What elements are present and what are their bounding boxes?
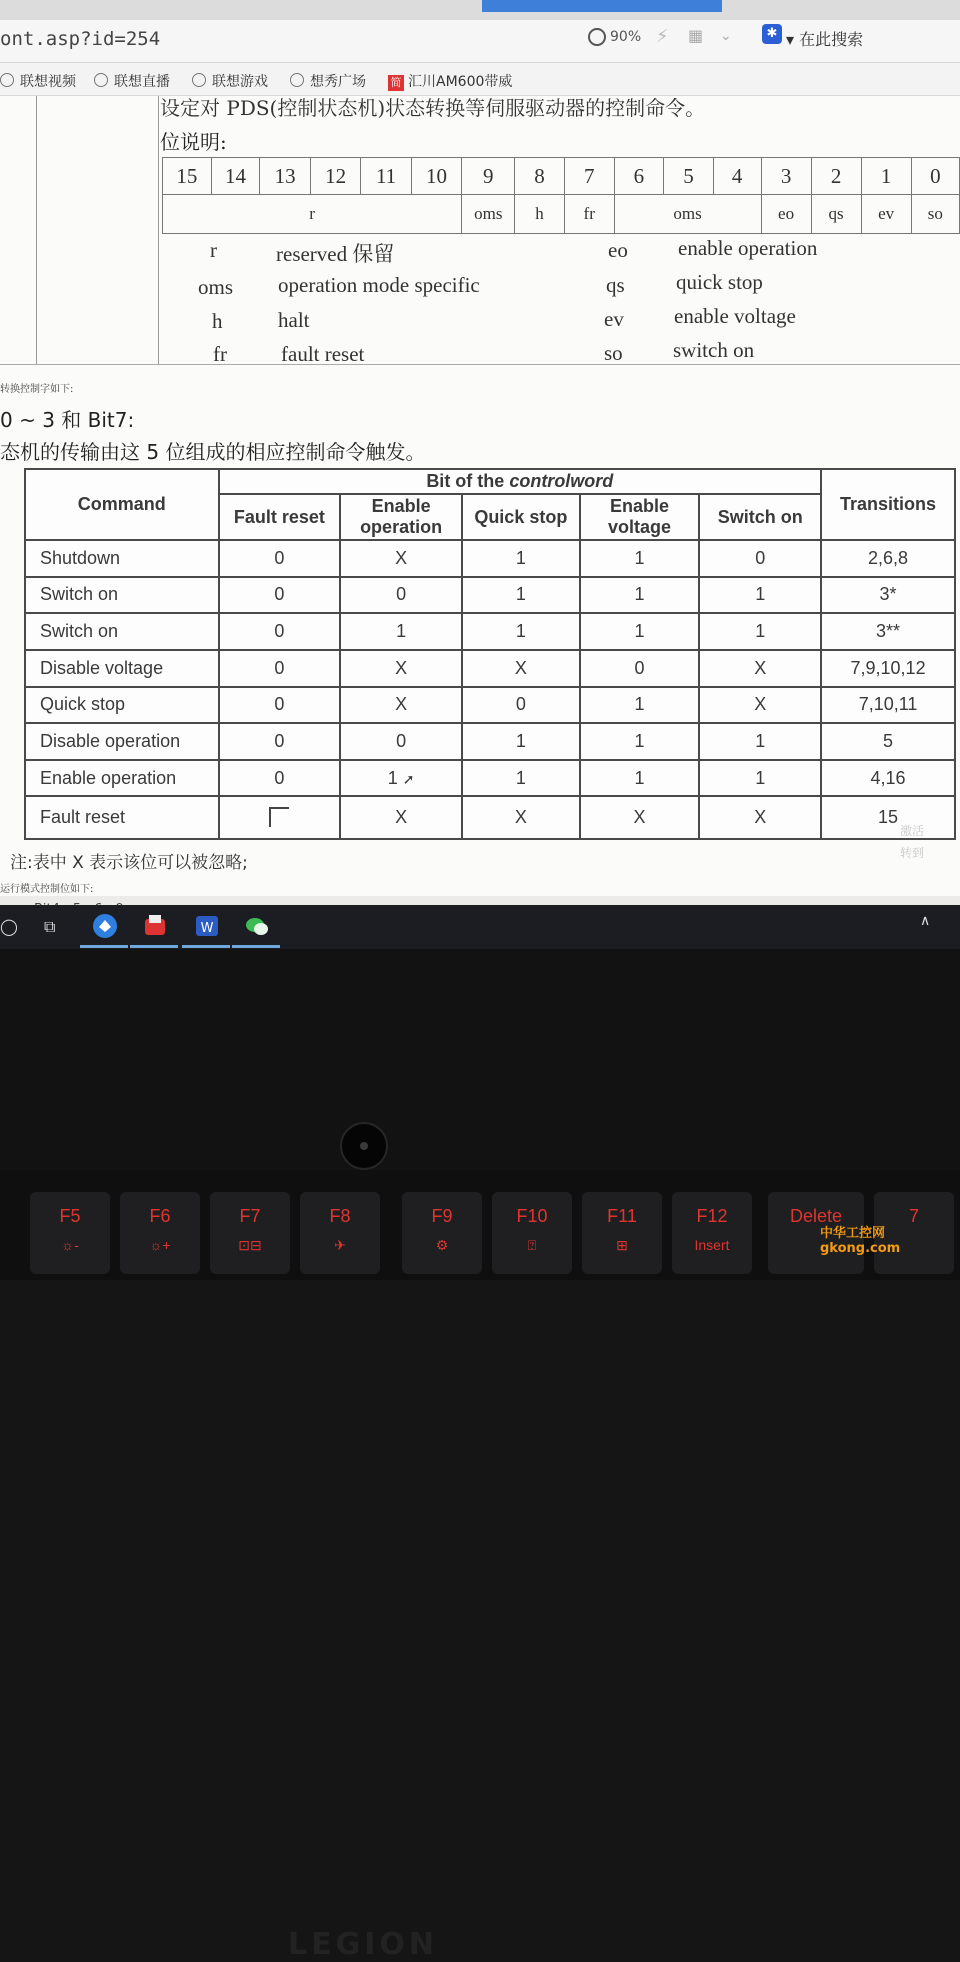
- legend-desc: reserved 保留: [276, 242, 395, 266]
- active-indicator: [80, 945, 128, 948]
- bit-group: h: [515, 195, 565, 234]
- bit-group: ev: [861, 195, 911, 234]
- bit-cell: 0: [340, 577, 462, 614]
- key-f10[interactable]: F10 ⍰: [492, 1192, 572, 1274]
- tray-chevron-icon[interactable]: ∧: [920, 913, 931, 929]
- legend-abbr: oms: [198, 275, 234, 299]
- bit-cell: 0: [219, 577, 341, 614]
- bit-number: 12: [310, 158, 361, 195]
- bit-header: Switch on: [699, 494, 821, 540]
- bit-number: 9: [462, 158, 515, 195]
- url-text[interactable]: ont.asp?id=254: [0, 28, 161, 50]
- bit-number: 10: [411, 158, 462, 195]
- bit-cell: 1: [462, 540, 580, 577]
- brand-logo: LEGION: [288, 1927, 439, 1962]
- frame-line: [36, 96, 37, 364]
- site-watermark: 中华工控网 gkong.com: [820, 1226, 901, 1256]
- key-delete[interactable]: Delete: [768, 1192, 864, 1274]
- bit-header: Quick stop: [462, 494, 580, 540]
- mouse-cursor-icon: ➚: [402, 770, 415, 787]
- legend-abbr: r: [210, 238, 217, 262]
- bit-header: Fault reset: [219, 494, 341, 540]
- app-icon[interactable]: [140, 911, 170, 941]
- task-view-icon[interactable]: ⧉: [44, 917, 56, 936]
- bit-number: 2: [811, 158, 861, 195]
- bit-cell: 1: [699, 760, 821, 797]
- bit-cell: 0: [219, 687, 341, 724]
- bit-number: 13: [260, 158, 311, 195]
- legend-abbr: eo: [608, 238, 628, 262]
- bit-cell: 1: [340, 613, 462, 650]
- table-row: [25, 760, 955, 797]
- globe-icon: [290, 73, 304, 87]
- transitions-header: Transitions: [821, 469, 955, 540]
- bit-cell: X: [699, 650, 821, 687]
- table-row: [25, 613, 955, 650]
- bit-cell: X: [699, 687, 821, 724]
- baidu-paw-icon[interactable]: ✱: [762, 24, 782, 44]
- bit-group: oms: [462, 195, 515, 234]
- zoom-icon: [588, 28, 606, 46]
- legend-desc: halt: [278, 308, 310, 332]
- small-note: 运行模式控制位如下:: [0, 884, 94, 895]
- bit-cell: 0: [219, 760, 341, 797]
- active-indicator: [232, 945, 280, 948]
- legend-desc: enable operation: [678, 236, 818, 260]
- active-tab[interactable]: [482, 0, 722, 12]
- bit-cell: 1: [699, 723, 821, 760]
- transitions-cell: 5: [821, 723, 955, 760]
- bit-cell: [340, 760, 462, 797]
- bit-cell: 1: [580, 540, 700, 577]
- bit-number: 11: [361, 158, 411, 195]
- command-cell: Enable operation: [25, 760, 219, 797]
- bit-cell: 1: [462, 577, 580, 614]
- search-label: 在此搜索: [799, 30, 864, 49]
- address-bar: [0, 20, 960, 63]
- frame-line: [158, 96, 159, 364]
- bit-value: 1: [387, 767, 398, 788]
- bit-cell: X: [580, 796, 700, 839]
- bit-group: fr: [564, 195, 614, 234]
- bit-cell: 0: [219, 540, 341, 577]
- bit-cell: X: [699, 796, 821, 839]
- bit-cell: 0: [580, 650, 700, 687]
- active-indicator: [130, 945, 178, 948]
- command-cell: Switch on: [25, 613, 219, 650]
- bit-cell: 1: [462, 760, 580, 797]
- bit-cell: X: [462, 650, 580, 687]
- cut-off-line: 设定对 PDS(控制状态机)状态转换等伺服驱动器的控制命令。: [160, 96, 706, 120]
- screen: [0, 0, 960, 905]
- key-f5[interactable]: F5 ☼-: [30, 1192, 110, 1274]
- command-cell: Disable voltage: [25, 650, 219, 687]
- bookmark-item[interactable]: 联想视频: [0, 71, 76, 91]
- bit-number: 14: [211, 158, 260, 195]
- table-row: [25, 796, 955, 839]
- key-f12[interactable]: F12 Insert: [672, 1192, 752, 1274]
- transitions-cell: 15: [821, 796, 955, 839]
- bookmark-item[interactable]: 联想游戏: [192, 71, 268, 91]
- legend-desc: operation mode specific: [278, 273, 480, 297]
- bit-layout-table: [162, 157, 960, 234]
- bit-number: 7: [564, 158, 614, 195]
- bit-cell: 0: [699, 540, 821, 577]
- table-note: 注:表中 X 表示该位可以被忽略;: [10, 853, 248, 873]
- key-f7[interactable]: F7 ⊡⊟: [210, 1192, 290, 1274]
- legend-desc: enable voltage: [674, 304, 796, 328]
- bit-group-row: [163, 195, 960, 234]
- command-table-wrapper: [24, 468, 956, 840]
- transitions-cell: 7,10,11: [821, 687, 955, 724]
- transitions-cell: 3*: [821, 577, 955, 614]
- bit-cell: 0: [340, 723, 462, 760]
- bit-group: r: [163, 195, 462, 234]
- bit-group: so: [911, 195, 959, 234]
- globe-icon: [0, 73, 14, 87]
- bookmark-item[interactable]: 想秀广场: [290, 71, 366, 91]
- bookmark-item[interactable]: 简 汇川AM600带威: [388, 71, 512, 91]
- command-table: [24, 468, 956, 840]
- section-heading: 0 ~ 3 和 Bit7:: [0, 408, 135, 432]
- table-row: [25, 540, 955, 577]
- legend-abbr: so: [604, 341, 623, 365]
- transitions-cell: 3**: [821, 613, 955, 650]
- bit-cell: 1: [462, 723, 580, 760]
- search-box[interactable]: ▾ 在此搜索: [786, 30, 864, 49]
- legend-abbr: h: [212, 309, 223, 333]
- bit-number: 15: [163, 158, 212, 195]
- transitions-cell: 7,9,10,12: [821, 650, 955, 687]
- bit-header: Enable voltage: [580, 494, 700, 540]
- table-row: [25, 650, 955, 687]
- bit-group-header-em: controlword: [509, 471, 614, 491]
- bit-cell: 0: [219, 723, 341, 760]
- bit-group-header: [219, 469, 822, 494]
- svg-text:W: W: [200, 921, 214, 936]
- table-row: [25, 577, 955, 614]
- lightning-icon[interactable]: ⚡: [656, 26, 669, 47]
- key-f8[interactable]: F8 ✈: [300, 1192, 380, 1274]
- bit-cell: 0: [219, 650, 341, 687]
- bit-cell: 1: [699, 577, 821, 614]
- header-row: [25, 469, 955, 494]
- small-note: 转换控制字如下:: [0, 384, 74, 395]
- legend-abbr: ev: [604, 307, 624, 331]
- command-cell: Disable operation: [25, 723, 219, 760]
- bit-cell: X: [340, 687, 462, 724]
- bit-number: 4: [713, 158, 761, 195]
- bit-group: qs: [811, 195, 861, 234]
- zoom-value: 90%: [610, 29, 642, 45]
- bit-cell: 1: [580, 577, 700, 614]
- wechat-app-icon[interactable]: [242, 911, 272, 941]
- key-f11[interactable]: F11 ⊞: [582, 1192, 662, 1274]
- bit-cell: X: [340, 540, 462, 577]
- key-7[interactable]: 7: [874, 1192, 954, 1274]
- transitions-cell: 2,6,8: [821, 540, 955, 577]
- bit-number: 3: [761, 158, 811, 195]
- zoom-indicator[interactable]: [588, 28, 641, 46]
- legend-abbr: qs: [606, 273, 625, 297]
- bit-number: 6: [614, 158, 664, 195]
- command-cell: Quick stop: [25, 687, 219, 724]
- legend-desc: quick stop: [676, 270, 763, 294]
- taskbar: [0, 905, 960, 949]
- bit-group: eo: [761, 195, 811, 234]
- activation-watermark: 激活 转到: [900, 824, 925, 860]
- command-cell: Shutdown: [25, 540, 219, 577]
- chevron-down-icon[interactable]: ⌄: [720, 28, 732, 44]
- table-row: [25, 687, 955, 724]
- bit-cell: [219, 796, 341, 839]
- bit-number-row: [163, 158, 960, 195]
- bit-number: 0: [911, 158, 959, 195]
- bit-cell: 1: [462, 613, 580, 650]
- bit-cell: 0: [219, 613, 341, 650]
- bookmark-badge-icon: 简: [388, 75, 404, 91]
- bit-cell: X: [462, 796, 580, 839]
- key-f9[interactable]: F9 ⚙: [402, 1192, 482, 1274]
- legend-desc: switch on: [673, 338, 755, 362]
- browser-tab-strip: [0, 0, 960, 20]
- bit-cell: 1: [580, 760, 700, 797]
- bit-description-title: 位说明:: [160, 130, 227, 154]
- table-row: [25, 723, 955, 760]
- bit-group-header-prefix: Bit of the: [426, 471, 510, 491]
- key-f6[interactable]: F6 ☼+: [120, 1192, 200, 1274]
- command-cell: Fault reset: [25, 796, 219, 839]
- apps-grid-icon[interactable]: ▦: [688, 26, 704, 45]
- word-app-icon[interactable]: [192, 911, 222, 941]
- globe-icon: [94, 73, 108, 87]
- active-indicator: [182, 945, 230, 948]
- command-header: Command: [25, 469, 219, 540]
- bit-number: 1: [861, 158, 911, 195]
- transitions-cell: 4,16: [821, 760, 955, 797]
- search-ring-icon[interactable]: ◯: [0, 917, 18, 936]
- bit-group: oms: [614, 195, 761, 234]
- bit-header: Enable operation: [340, 494, 462, 540]
- bit-cell: 1: [580, 723, 700, 760]
- rising-edge-icon: [269, 807, 289, 827]
- browser-app-icon[interactable]: [90, 911, 120, 941]
- bit-cell: 1: [580, 687, 700, 724]
- webcam: [340, 1122, 388, 1170]
- divider: [0, 364, 960, 365]
- command-cell: Switch on: [25, 577, 219, 614]
- section-text: 态机的传输由这 5 位组成的相应控制命令触发。: [0, 440, 426, 464]
- bookmark-item[interactable]: 联想直播: [94, 71, 170, 91]
- bit-cell: X: [340, 650, 462, 687]
- bit-cell: X: [340, 796, 462, 839]
- legend-abbr: fr: [213, 342, 227, 366]
- legend-desc: fault reset: [281, 342, 365, 366]
- bit-number: 5: [664, 158, 714, 195]
- bit-cell: 0: [462, 687, 580, 724]
- globe-icon: [192, 73, 206, 87]
- bit-number: 8: [515, 158, 565, 195]
- bit-cell: 1: [580, 613, 700, 650]
- bit-cell: 1: [699, 613, 821, 650]
